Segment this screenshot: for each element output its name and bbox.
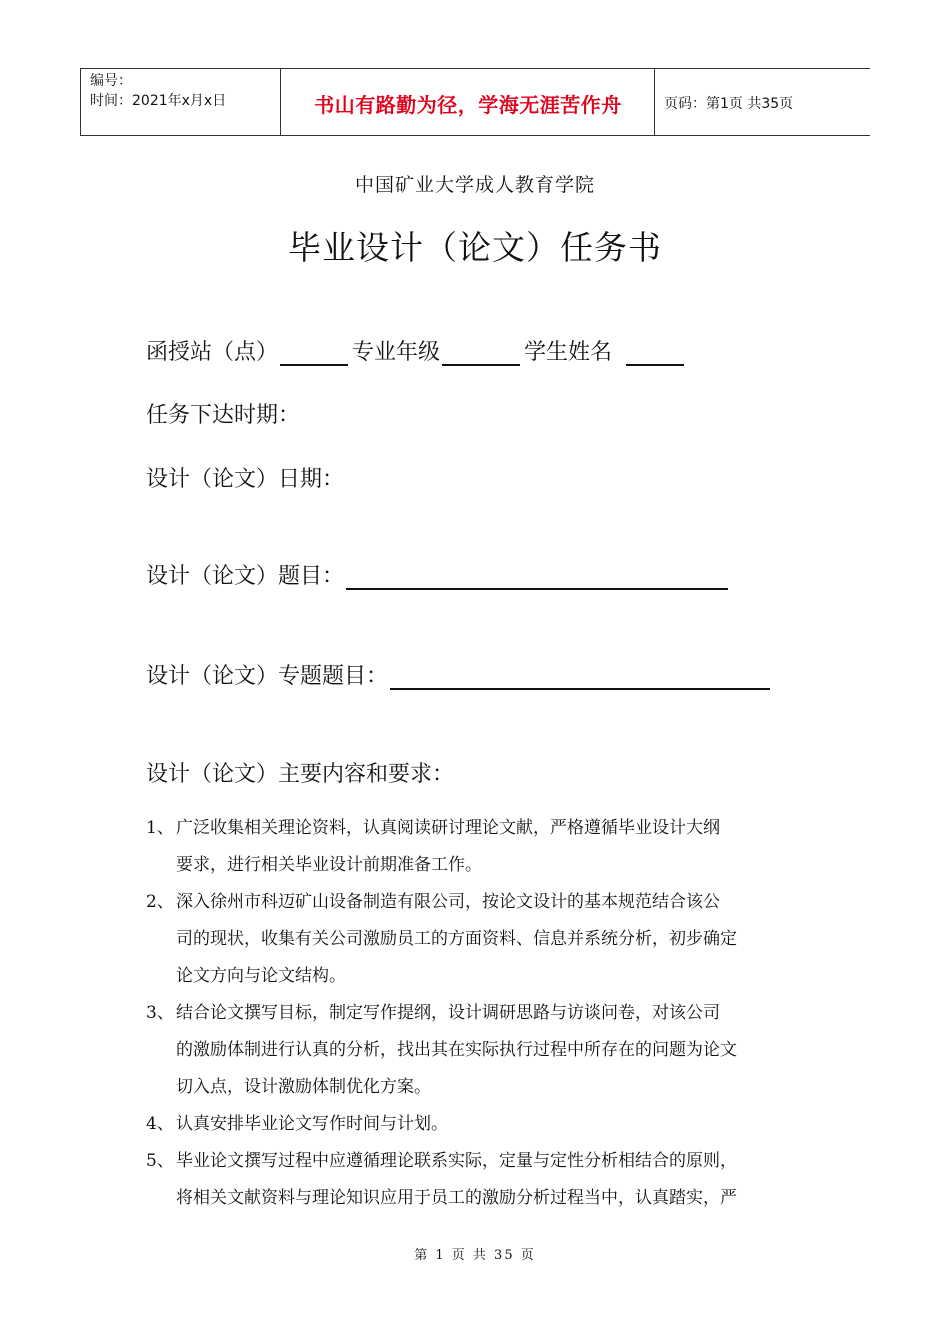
- institution-name: 中国矿业大学成人教育学院: [354, 174, 595, 196]
- design-date-label: 设计（论文）日期：: [146, 467, 345, 492]
- item-number: 3、: [146, 1003, 174, 1023]
- header-page-info: 页码：第1页 共35页: [664, 96, 794, 112]
- page-footer: 第 1 页 共 35 页: [414, 1248, 536, 1263]
- header-divider-1: [280, 69, 281, 135]
- station-label: 函授站（点）: [146, 340, 279, 365]
- special-topic-label: 设计（论文）专题题目：: [146, 664, 389, 689]
- item-line: 深入徐州市科迈矿山设备制造有限公司，按论文设计的基本规范结合该公: [176, 892, 720, 912]
- major-blank: [442, 338, 520, 366]
- design-date-row: [146, 465, 344, 495]
- item-number: 4、: [146, 1114, 174, 1134]
- item-line: 结合论文撰写目标，制定写作提纲，设计调研思路与访谈问卷，对该公司: [176, 1003, 720, 1023]
- requirements-list: [146, 810, 826, 1217]
- item-number: 1、: [146, 818, 174, 838]
- student-label: 学生姓名: [524, 340, 613, 365]
- item-line: 将相关文献资料与理论知识应用于员工的激励分析过程当中，认真踏实，严: [176, 1188, 737, 1208]
- special-topic-row: [146, 662, 774, 692]
- item-number: 5、: [146, 1151, 174, 1171]
- item-line: 要求，进行相关毕业设计前期准备工作。: [176, 855, 482, 875]
- topic-blank: [346, 562, 728, 590]
- item-line: 司的现状，收集有关公司激励员工的方面资料、信息并系统分析，初步确定: [176, 929, 737, 949]
- student-blank: [626, 338, 684, 366]
- list-item: [146, 810, 826, 884]
- header-border-left: [80, 69, 81, 135]
- document-title: 毕业设计（论文）任务书: [288, 228, 662, 267]
- list-item: [146, 995, 826, 1106]
- item-line: 论文方向与论文结构。: [176, 966, 346, 986]
- station-blank: [280, 338, 348, 366]
- content-label: 设计（论文）主要内容和要求：: [146, 762, 455, 787]
- header-number: 编号：: [90, 73, 132, 89]
- topic-row: [146, 562, 732, 592]
- item-line: 广泛收集相关理论资料，认真阅读研讨理论文献，严格遵循毕业设计大纲: [176, 818, 720, 838]
- item-line: 认真安排毕业论文写作时间与计划。: [176, 1114, 448, 1134]
- student-info-row: [146, 338, 688, 368]
- list-item: [146, 884, 826, 995]
- list-item: [146, 1106, 826, 1143]
- header-meta: [90, 71, 226, 111]
- header-divider-2: [654, 69, 655, 135]
- special-topic-blank: [390, 662, 770, 690]
- item-line: 切入点，设计激励体制优化方案。: [176, 1077, 431, 1097]
- item-line: 的激励体制进行认真的分析，找出其在实际执行过程中所存在的问题为论文: [176, 1040, 737, 1060]
- content-row: [146, 760, 454, 790]
- header-motto: 书山有路勤为径，学海无涯苦作舟: [314, 92, 622, 117]
- header-time: 时间：2021年x月x日: [90, 93, 227, 109]
- list-item: [146, 1143, 826, 1217]
- item-number: 2、: [146, 892, 174, 912]
- assign-date-row: [146, 401, 300, 431]
- topic-label: 设计（论文）题目：: [146, 564, 345, 589]
- header-table: [80, 68, 870, 136]
- major-label: 专业年级: [352, 340, 441, 365]
- item-line: 毕业论文撰写过程中应遵循理论联系实际，定量与定性分析相结合的原则，: [176, 1151, 737, 1171]
- assign-date-label: 任务下达时期：: [146, 403, 301, 428]
